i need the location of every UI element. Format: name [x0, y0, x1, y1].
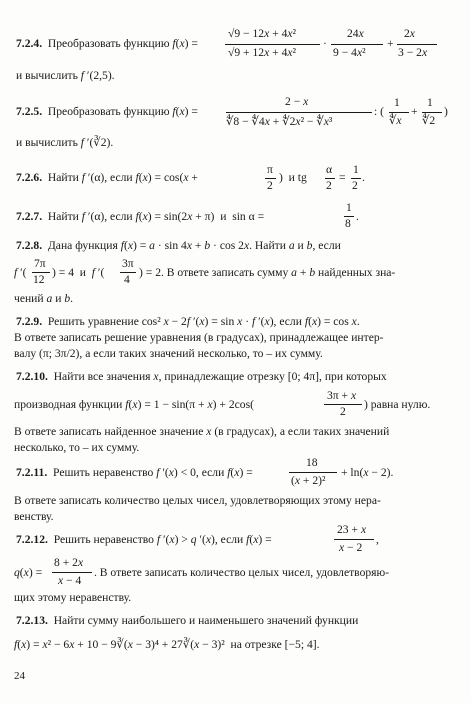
problem-7-2-11: 7.2.11. Решить неравенство f ′(x) < 0, если f(x) =: [16, 466, 253, 479]
problem-7-2-4: 7.2.4. Преобразовать функцию f(x) =: [16, 37, 198, 50]
problem-number: 7.2.7.: [16, 210, 43, 223]
problem-number: 7.2.10.: [16, 370, 48, 383]
problem-number: 7.2.9.: [16, 315, 43, 328]
problem-number: 7.2.11.: [16, 466, 48, 479]
problem-7-2-10: 7.2.10. Найти все значения x, принадлежащие отрезку [0; 4π], при которых: [16, 370, 387, 383]
problem-7-2-12: 7.2.12. Решить неравенство f ′(x) > q ′(x), если f(x) =: [16, 533, 272, 546]
problem-7-2-5: 7.2.5. Преобразовать функцию f(x) =: [16, 105, 198, 118]
problem-7-2-6: 7.2.6. Найти f ′(α), если f(x) = cos(x +: [16, 171, 198, 184]
problem-number: 7.2.6.: [16, 171, 43, 184]
problem-7-2-8: 7.2.8. Дана функция f(x) = a · sin 4x + b · cos 2x. Найти a и b, если: [16, 239, 341, 252]
problem-number: 7.2.8.: [16, 239, 43, 252]
problem-7-2-9: 7.2.9. Решить уравнение cos² x − 2f ′(x) = sin x · f ′(x), если f(x) = cos x.: [16, 315, 360, 328]
problem-number: 7.2.13.: [16, 614, 48, 627]
problem-number: 7.2.12.: [16, 533, 48, 546]
page-number: 24: [14, 670, 25, 682]
problem-number: 7.2.5.: [16, 105, 43, 118]
textbook-page: 7.2.4. Преобразовать функцию f(x) = √9 − 12x + 4x² √9 + 12x + 4x² · 24x 9 − 4x² + 2x 3 − 2x и вычислить f ′(2,5). 7.2.5. Преобразовать функцию f(x) = 2 − x ∜8 − ∜4x + ∜2x² − ∜x³ : ( 1 ∜x + 1 ∜2 ) и вычислить f ′(∛2). 7.2.6. Найти f ′(α), если f(x) = cos(x + π 2 ) и tg α 2 = 1 2 . 7.2.7. Найти f ′(α), если f(x) = sin(2x + π) и sin α = 1 8 . 7.2.8. Дана функция f(x) = a · sin 4x + b · cos 2x. Найти a и b, если f ′( 7π 12 ) = 4 и f ′( 3π 4 ) = 2. В ответе записать сумму a + b найденных зна- чений a и b. 7.2.9. Решить уравнение cos² x − 2f ′(x) = sin x · f ′(x), если f(x) = cos x. В ответе записать решение уравнения (в градусах), принадлежащее интер- валу (π; 3π/2), а если таких значений несколько, то – их сумму. 7.2.10. Найти все значения x, принадлежащие отрезку [0; 4π], при которых производная функции f(x) = 1 − sin(π + x) + 2cos( 3π + x 2 ) равна нулю. В ответе записать найденное значение x (в градусах), а если таких значений несколько, то – их сумму. 7.2.11. Решить неравенство f ′(x) < 0, если f(x) = 18 (x + 2)² + ln(x − 2). В ответе записать количество целых чисел, удовлетворяющих этому нера- венству. 7.2.12. Решить неравенство f ′(x) > q ′(x), если f(x) = 23 + x x − 2 , q(x) = 8 + 2x x − 4 . В ответе записать количество целых чисел, удовлетворяю- щих этому неравенству. 7.2.13. Найти сумму наибольшего и наименьшего значений функции f(x) = x² − 6x + 10 − 9∛(x − 3)⁴ + 27∛(x − 3)² на отрезке [−5; 4]. 24: [14, 27, 448, 682]
problem-7-2-13: 7.2.13. Найти сумму наибольшего и наименьшего значений функции: [16, 614, 359, 627]
problem-number: 7.2.4.: [16, 37, 43, 50]
problem-7-2-7: 7.2.7. Найти f ′(α), если f(x) = sin(2x + π) и sin α =: [16, 210, 265, 223]
